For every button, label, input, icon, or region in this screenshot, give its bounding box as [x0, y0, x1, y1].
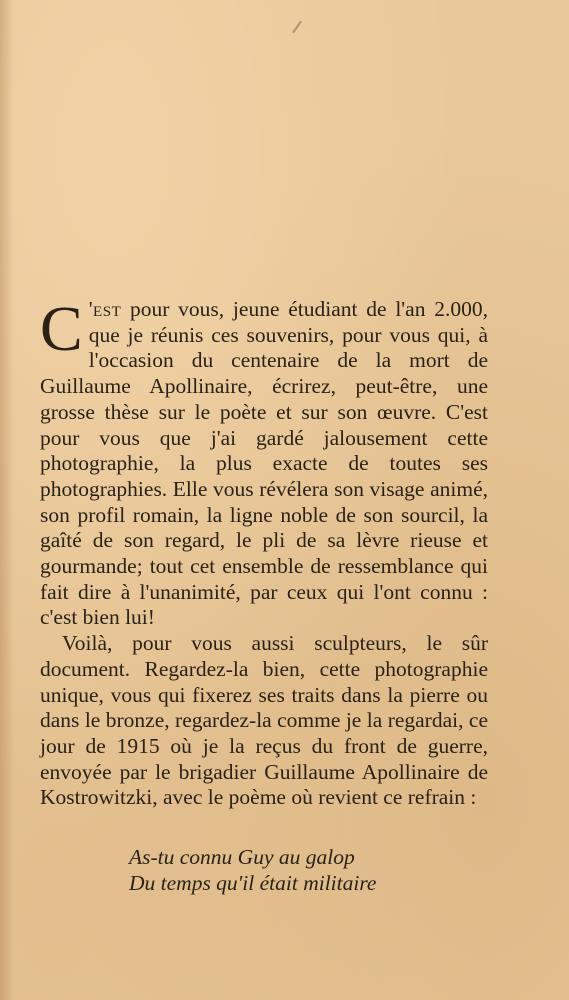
verse-quote — [129, 845, 376, 896]
paragraph-2 — [40, 631, 488, 811]
verse-line-2: Du temps qu'il était militaire — [129, 870, 377, 895]
page-edge-shadow — [0, 0, 14, 1000]
paragraph-1-text: pour vous, jeune étudiant de l'an 2.000, que je réunis ces souvenirs, pour vous qui, à l'occasion du centenaire de la mort de Guillaume Apollinaire, écrirez, peut-être, une grosse thèse sur le poète et sur son œuvre. C'est pour vous que j'ai gardé jalousement cette photographie, la plus exacte de toutes ses photographies. Elle vous révélera son visage animé, son profil romain, la ligne noble de son sourcil, la gaîté de son regard, le pli de sa lèvre rieuse et gourmande; tout cet ensemble de ressemblance qui fait dire à l'unanimité, par ceux qui l'ont connu : c'est bien lui! — [40, 297, 488, 630]
body-text — [40, 293, 488, 811]
lead-word: 'est — [88, 297, 122, 321]
paragraph-1 — [40, 293, 488, 631]
drop-cap: C — [40, 293, 83, 364]
verse-line-1: As-tu connu Guy au galop — [129, 845, 355, 869]
paragraph-2-text: Voilà, pour vous aussi sculpteurs, le sûr document. Regardez-la bien, cette photographie unique, vous qui fixerez ses traits dans la pierre ou dans le bronze, regardez-la comme je la regardai, ce jour de 1915 où je la reçus du front de guerre, envoyée par le brigadier Guillaume Apollinaire de Kostrowitzki, avec le poème où revient ce refrain : — [40, 631, 488, 810]
pencil-mark — [292, 21, 302, 34]
